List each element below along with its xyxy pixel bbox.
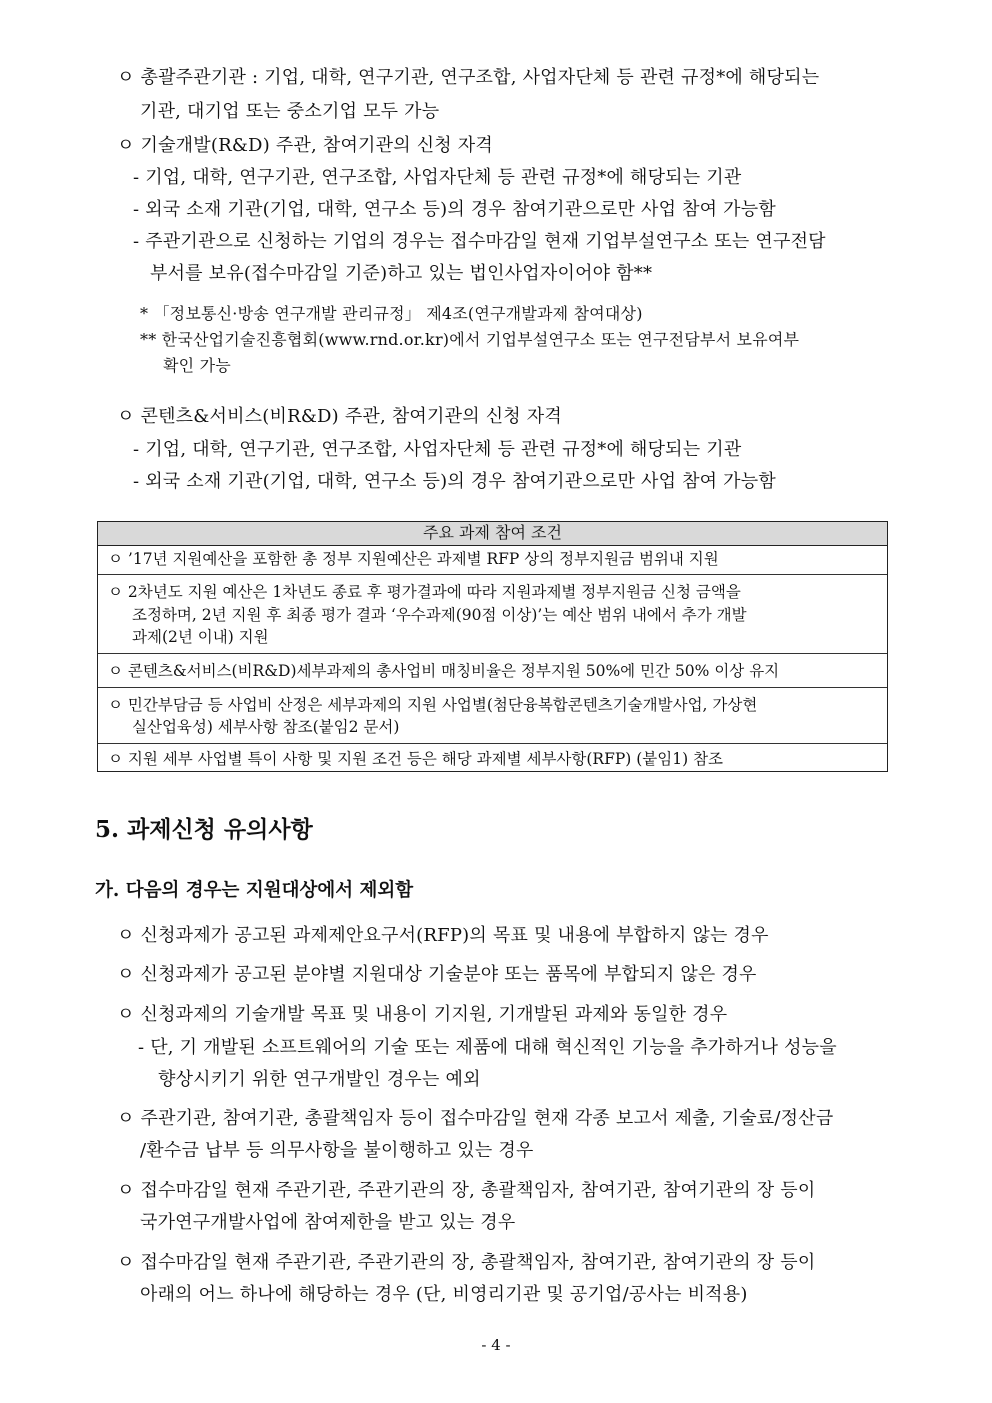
footnote-1: * 「정보통신·방송 연구개발 관리규정」 제4조(연구개발과제 참여대상) [140, 304, 643, 323]
exclusion-item-2: ㅇ 신청과제가 공고된 분야별 지원대상 기술분야 또는 품목에 부합되지 않은 경우 [117, 964, 757, 985]
exclusion-item-5-l1: ㅇ 접수마감일 현재 주관기관, 주관기관의 장, 총괄책임자, 참여기관, 참여기관의 장 등이 [117, 1180, 816, 1201]
bullet-lead-agency-l2: 기관, 대기업 또는 중소기업 모두 가능 [140, 101, 440, 122]
row-divider [98, 687, 887, 688]
section-heading: 5. 과제신청 유의사항 [95, 816, 313, 843]
rnd-dash-2: - 외국 소재 기관(기업, 대학, 연구소 등)의 경우 참여기관으로만 사업 참여 가능함 [133, 199, 776, 220]
rnd-dash-1: - 기업, 대학, 연구기관, 연구조합, 사업자단체 등 관련 규정*에 해당되는 기관 [133, 167, 742, 188]
exclusion-item-3-dash-l2: 향상시키기 위한 연구개발인 경우는 예외 [158, 1069, 481, 1090]
row-divider [98, 743, 887, 744]
condition-row-5: ㅇ 지원 세부 사업별 특이 사항 및 지원 조건 등은 해당 과제별 세부사항(RFP) (붙임1) 참조 [108, 750, 724, 768]
content-dash-2: - 외국 소재 기관(기업, 대학, 연구소 등)의 경우 참여기관으로만 사업 참여 가능함 [133, 471, 776, 492]
exclusion-item-4-l1: ㅇ 주관기관, 참여기관, 총괄책임자 등이 접수마감일 현재 각종 보고서 제출, 기술료/정산금 [117, 1108, 834, 1129]
exclusion-item-5-l2: 국가연구개발사업에 참여제한을 받고 있는 경우 [140, 1212, 516, 1233]
footnote-2-l1: ** 한국산업기술진흥협회(www.rnd.or.kr)에서 기업부설연구소 또는 연구전담부서 보유여부 [140, 330, 800, 349]
condition-row-1: ㅇ ’17년 지원예산을 포함한 총 정부 지원예산은 과제별 RFP 상의 정부지원금 범위내 지원 [108, 550, 719, 568]
condition-row-2-l1: ㅇ 2차년도 지원 예산은 1차년도 종료 후 평가결과에 따라 지원과제별 정부지원금 신청 금액을 [108, 583, 741, 601]
condition-row-2-l2: 조정하며, 2년 지원 후 최종 평가 결과 ‘우수과제(90점 이상)’는 예산 범위 내에서 추가 개발 [132, 606, 747, 624]
exclusion-item-1: ㅇ 신청과제가 공고된 과제제안요구서(RFP)의 목표 및 내용에 부합하지 않는 경우 [117, 925, 769, 946]
condition-row-2-l3: 과제(2년 이내) 지원 [132, 628, 269, 646]
bullet-lead-agency-l1: ㅇ 총괄주관기관 : 기업, 대학, 연구기관, 연구조합, 사업자단체 등 관련 규정*에 해당되는 [117, 67, 820, 88]
footnote-2-l2: 확인 가능 [163, 356, 231, 375]
bullet-rnd-eligibility: ㅇ 기술개발(R&D) 주관, 참여기관의 신청 자격 [117, 135, 493, 156]
bullet-content-eligibility: ㅇ 콘텐츠&서비스(비R&D) 주관, 참여기관의 신청 자격 [117, 406, 562, 427]
content-dash-1: - 기업, 대학, 연구기관, 연구조합, 사업자단체 등 관련 규정*에 해당되는 기관 [133, 439, 742, 460]
exclusion-item-4-l2: /환수금 납부 등 의무사항을 불이행하고 있는 경우 [140, 1140, 534, 1161]
exclusion-item-6-l2: 아래의 어느 하나에 해당하는 경우 (단, 비영리기관 및 공기업/공사는 비적용) [140, 1284, 748, 1305]
exclusion-item-3: ㅇ 신청과제의 기술개발 목표 및 내용이 기지원, 기개발된 과제와 동일한 경우 [117, 1004, 728, 1025]
condition-row-4-l2: 실산업육성) 세부사항 참조(붙임2 문서) [132, 718, 400, 736]
conditions-box [97, 521, 888, 772]
exclusion-item-3-dash-l1: - 단, 기 개발된 소프트웨어의 기술 또는 제품에 대해 혁신적인 기능을 추가하거나 성능을 [138, 1037, 837, 1058]
rnd-dash-3-l2: 부서를 보유(접수마감일 기준)하고 있는 법인사업자이어야 함** [150, 263, 653, 284]
page-number: - 4 - [481, 1336, 511, 1354]
row-divider [98, 653, 887, 654]
condition-row-3: ㅇ 콘텐츠&서비스(비R&D)세부과제의 총사업비 매칭비율은 정부지원 50%에 민간 50% 이상 유지 [108, 662, 780, 680]
exclusion-item-6-l1: ㅇ 접수마감일 현재 주관기관, 주관기관의 장, 총괄책임자, 참여기관, 참여기관의 장 등이 [117, 1252, 816, 1273]
condition-row-4-l1: ㅇ 민간부담금 등 사업비 산정은 세부과제의 지원 사업별(첨단융복합콘텐츠기술개발사업, 가상현 [108, 696, 758, 714]
subsection-heading: 가. 다음의 경우는 지원대상에서 제외함 [95, 880, 414, 901]
conditions-box-title: 주요 과제 참여 조건 [98, 522, 887, 546]
row-divider [98, 574, 887, 575]
rnd-dash-3-l1: - 주관기관으로 신청하는 기업의 경우는 접수마감일 현재 기업부설연구소 또는 연구전담 [133, 231, 826, 252]
